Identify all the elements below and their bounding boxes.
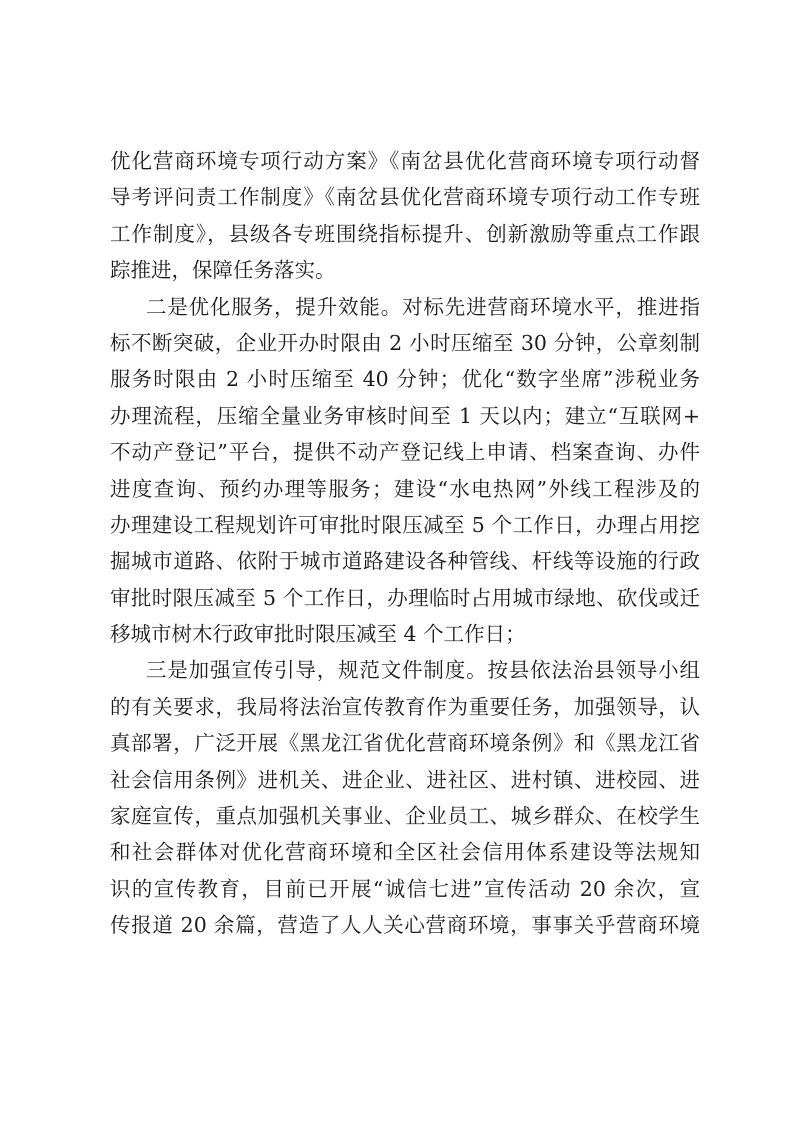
paragraph-first-line: 二是优化服务，提升效能。对标先进营商环境水平，推进指 bbox=[146, 294, 700, 319]
text-line: 的有关要求，我局将法治宣传教育作为重要任务，加强领导，认 bbox=[110, 694, 700, 719]
text-line: 办理流程，压缩全量业务审核时间至 1 天以内；建立“互联网+ bbox=[110, 403, 700, 428]
text-line: 家庭宣传，重点加强机关事业、企业员工、城乡群众、在校学生 bbox=[110, 804, 700, 829]
text-line: 移城市树木行政审批时限压减至 4 个工作日； bbox=[110, 622, 526, 647]
paragraph-first-line: 三是加强宣传引导，规范文件制度。按县依法治县领导小组 bbox=[146, 658, 700, 683]
text-line: 踪推进，保障任务落实。 bbox=[110, 258, 336, 283]
text-line: 不动产登记”平台，提供不动产登记线上申请、档案查询、办件 bbox=[110, 440, 700, 465]
paragraph bbox=[110, 143, 700, 289]
text-line: 传报道 20 余篇，营造了人人关心营商环境，事事关乎营商环境 bbox=[110, 913, 700, 938]
text-line: 审批时限压减至 5 个工作日，办理临时占用城市绿地、砍伐或迁 bbox=[110, 585, 700, 610]
text-line: 真部署，广泛开展《黑龙江省优化营商环境条例》和《黑龙江省 bbox=[110, 731, 700, 756]
text-line: 和社会群体对优化营商环境和全区社会信用体系建设等法规知 bbox=[110, 840, 700, 865]
text-line: 优化营商环境专项行动方案》《南岔县优化营商环境专项行动督 bbox=[110, 149, 700, 173]
paragraph bbox=[110, 289, 700, 653]
text-line: 导考评问责工作制度》《南岔县优化营商环境专项行动工作专班 bbox=[110, 185, 700, 210]
text-line: 社会信用条例》进机关、进企业、进社区、进村镇、进校园、进 bbox=[110, 767, 700, 792]
text-line: 办理建设工程规划许可审批时限压减至 5 个工作日，办理占用挖 bbox=[110, 512, 700, 537]
text-line: 识的宣传教育，目前已开展“诚信七进”宣传活动 20 余次，宣 bbox=[110, 876, 700, 901]
text-line: 工作制度》，县级各专班围绕指标提升、创新激励等重点工作跟 bbox=[110, 221, 700, 246]
text-line: 标不断突破，企业开办时限由 2 小时压缩至 30 分钟，公章刻制 bbox=[110, 330, 700, 355]
document-page bbox=[110, 143, 700, 944]
text-line: 掘城市道路、依附于城市道路建设各种管线、杆线等设施的行政 bbox=[110, 549, 700, 574]
text-line: 服务时限由 2 小时压缩至 40 分钟；优化“数字坐席”涉税业务 bbox=[110, 367, 700, 392]
paragraph bbox=[110, 652, 700, 943]
text-line: 进度查询、预约办理等服务；建设“水电热网”外线工程涉及的 bbox=[110, 476, 700, 501]
